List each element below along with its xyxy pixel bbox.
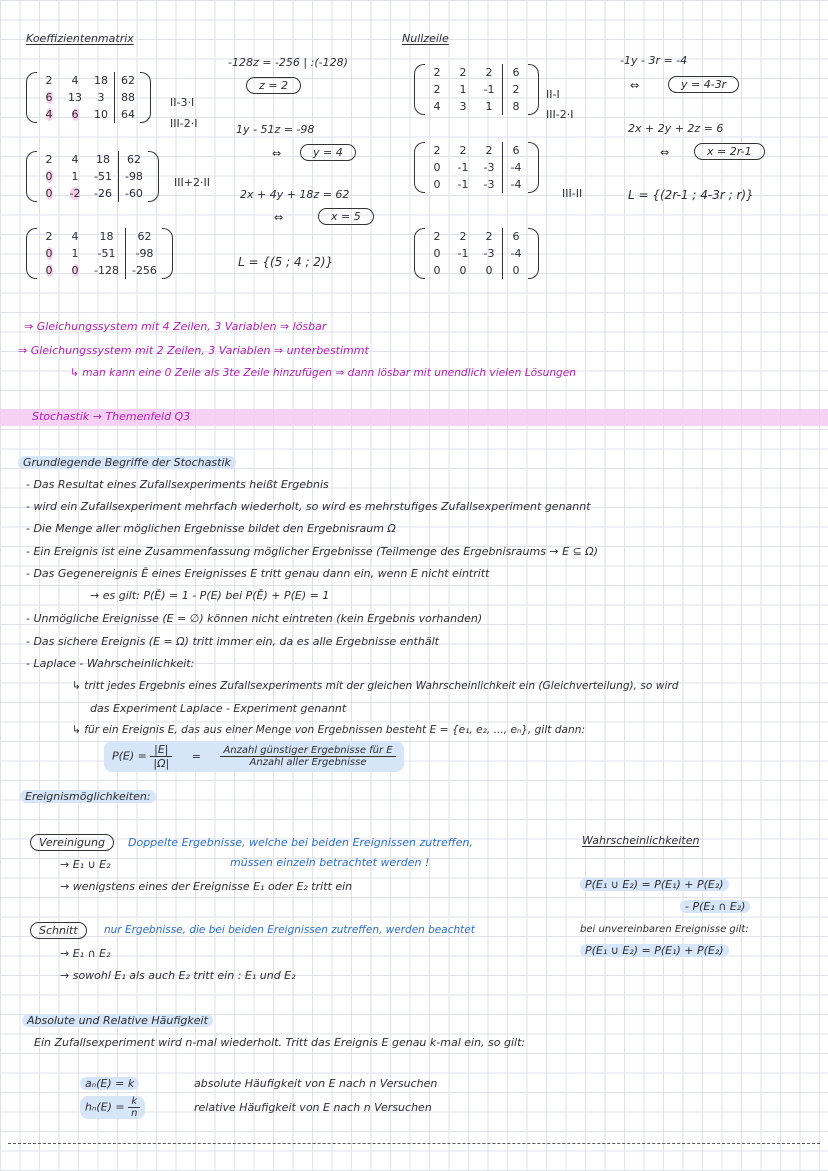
solve-line-1: -128z = -256 | :(-128)	[228, 56, 348, 69]
solve-solution-set: L = {(5 ; 4 ; 2)}	[238, 255, 334, 269]
null-solve-arrow-2: ⇔	[660, 146, 670, 159]
laplace-frac-2: $\frac{\text{Anzahl günstiger Ergebnisse für E}}{\text{Anzahl aller Ergebnisse}}$	[220, 745, 395, 768]
matrix-1-op-1: II-3·I	[170, 96, 195, 109]
null-solve-line-2: 2x + 2y + 2z = 6	[628, 122, 724, 135]
formula-union-minus: - P(E₁ ∩ E₂)	[680, 900, 750, 913]
section-band-title: Stochastik → Themenfeld Q3	[32, 410, 191, 423]
solve-arrow-2: ⇔	[272, 147, 282, 160]
grund-item-1: - Das Resultat eines Zufallsexperiments heißt Ergebnis	[26, 478, 329, 491]
null-solve-result-y: y = 4-3r	[668, 76, 739, 93]
null-solve-arrow-1: ⇔	[630, 79, 640, 92]
haeuf-a-formula: aₙ(E) = k	[80, 1077, 139, 1090]
haeuf-text: Ein Zufallsexperiment wird n-mal wiederholt. Tritt das Ereignis E genau k-mal ein, so gilt:	[34, 1036, 526, 1049]
matrix-1: 2 4 18 62 6 13 3 88 4 6 10 64	[36, 72, 141, 123]
vereinigung-line-2: → wenigstens eines der Ereignisse E₁ oder E₂ tritt ein	[60, 880, 353, 893]
null-matrix-1-op-1: II-I	[546, 88, 560, 101]
solve-line-2: 1y - 51z = -98	[236, 123, 315, 136]
note-line-2: ⇒ Gleichungssystem mit 2 Zeilen, 3 Variablen ⇒ unterbestimmt	[18, 344, 369, 357]
laplace-frac-1: $\frac{|E|}{|\Omega|}$	[150, 743, 172, 770]
grund-title: Grundlegende Begriffe der Stochastik	[18, 456, 236, 469]
null-matrix-1: 2 2 2 6 2 1 -1 2 4 3 1 8	[424, 64, 529, 115]
null-solve-line-1: -1y - 3r = -4	[620, 54, 688, 67]
laplace-eq: =	[191, 749, 201, 763]
koeffizientenmatrix-title: Koeffizientenmatrix	[26, 32, 134, 45]
matrix-3: 2 4 18 62 0 1 -51 -98 0 0 -128 -256	[36, 228, 163, 279]
laplace-lhs: P(E) =	[112, 749, 147, 763]
grund-item-7: - Unmögliche Ereignisse (E = ∅) können nicht eintreten (kein Ergebnis vorhanden)	[26, 612, 483, 625]
grund-item-8: - Das sichere Ereignis (E = Ω) tritt immer ein, da es alle Ergebnisse enthält	[26, 635, 439, 648]
grund-item-12: ↳ für ein Ereignis E, das aus einer Menge von Ergebnissen besteht E = {e₁, e₂, ..., eₙ}, gilt dann:	[72, 724, 586, 736]
ereig-title: Ereignismöglichkeiten:	[20, 790, 156, 803]
solve-line-3: 2x + 4y + 18z = 62	[240, 188, 350, 201]
wahrscheinlichkeiten-title: Wahrscheinlichkeiten	[582, 834, 700, 847]
vereinigung-label: Vereinigung	[30, 834, 114, 851]
solve-arrow-3: ⇔	[274, 211, 284, 224]
haeuf-h-text: relative Häufigkeit von E nach n Versuchen	[194, 1101, 432, 1114]
grund-item-10: ↳ tritt jedes Ergebnis eines Zufallsexperiments mit der gleichen Wahrscheinlichkeit ein (Gleichverteilung), so wird	[72, 680, 679, 692]
vereinigung-note-2: müssen einzeln betrachtet werden !	[230, 856, 430, 869]
note-line-3: ↳ man kann eine 0 Zeile als 3te Zeile hinzufügen ⇒ dann lösbar mit unendlich vielen Lösungen	[70, 367, 576, 379]
formula-union: P(E₁ ∪ E₂) = P(E₁) + P(E₂)	[580, 878, 729, 891]
vereinigung-note-1: Doppelte Ergebnisse, welche bei beiden Ereignissen zutreffen,	[128, 836, 473, 849]
grund-item-9: - Laplace - Wahrscheinlichkeit:	[26, 657, 195, 670]
note-line-1: ⇒ Gleichungssystem mit 4 Zeilen, 3 Variablen ⇒ lösbar	[24, 320, 327, 333]
matrix-2-op-1: III+2·II	[174, 176, 210, 189]
laplace-formula	[104, 741, 404, 772]
null-matrix-1-op-2: III-2·I	[546, 108, 574, 121]
haeuf-h-formula: hₙ(E) = $\frac{k}{n}$	[80, 1096, 145, 1119]
grund-item-5: - Das Gegenereignis Ē eines Ereignisses E tritt genau dann ein, wenn E nicht eintritt	[26, 567, 490, 580]
nullzeile-title: Nullzeile	[402, 32, 449, 45]
matrix-1-op-2: III-2·I	[170, 117, 198, 130]
haeuf-title: Absolute und Relative Häufigkeit	[22, 1014, 213, 1027]
schnitt-line-1: → E₁ ∩ E₂	[60, 947, 111, 960]
null-matrix-3: 2 2 2 6 0 -1 -3 -4 0 0 0 0	[424, 228, 529, 279]
null-matrix-2: 2 2 2 6 0 -1 -3 -4 0 -1 -3 -4	[424, 142, 529, 193]
solve-result-y: y = 4	[300, 144, 356, 161]
grund-item-2: - wird ein Zufallsexperiment mehrfach wiederholt, so wird es mehrstufiges Zufallsexperiment genannt	[26, 500, 591, 513]
solve-result-x: x = 5	[318, 208, 374, 225]
schnitt-label: Schnitt	[30, 922, 87, 939]
grund-item-4: - Ein Ereignis ist eine Zusammenfassung möglicher Ergebnisse (Teilmenge des Ergebnisraums → E ⊆ Ω)	[26, 545, 599, 558]
formula-disjoint-note: bei unvereinbaren Ereignisse gilt:	[580, 924, 749, 935]
schnitt-note: nur Ergebnisse, die bei beiden Ereignissen zutreffen, werden beachtet	[104, 924, 475, 936]
matrix-2: 2 4 18 62 0 1 -51 -98 0 -2 -26 -60	[36, 151, 149, 202]
null-solve-solution-set: L = {(2r-1 ; 4-3r ; r)}	[628, 188, 754, 202]
dashed-separator	[8, 1143, 820, 1144]
solve-result-z: z = 2	[246, 77, 301, 94]
vereinigung-line-1: → E₁ ∪ E₂	[60, 858, 111, 871]
null-matrix-2-op-1: III-II	[562, 187, 583, 200]
grund-item-6: → es gilt: P(Ē) = 1 - P(E) bei P(Ē) + P(E) = 1	[90, 589, 330, 602]
grund-item-11: das Experiment Laplace - Experiment genannt	[90, 702, 347, 715]
grund-item-3: - Die Menge aller möglichen Ergebnisse bildet den Ergebnisraum Ω	[26, 522, 396, 535]
schnitt-line-2: → sowohl E₁ als auch E₂ tritt ein : E₁ und E₂	[60, 969, 296, 982]
haeuf-a-text: absolute Häufigkeit von E nach n Versuchen	[194, 1077, 438, 1090]
formula-disjoint: P(E₁ ∪ E₂) = P(E₁) + P(E₂)	[580, 944, 729, 957]
null-solve-result-x: x = 2r-1	[694, 143, 765, 160]
